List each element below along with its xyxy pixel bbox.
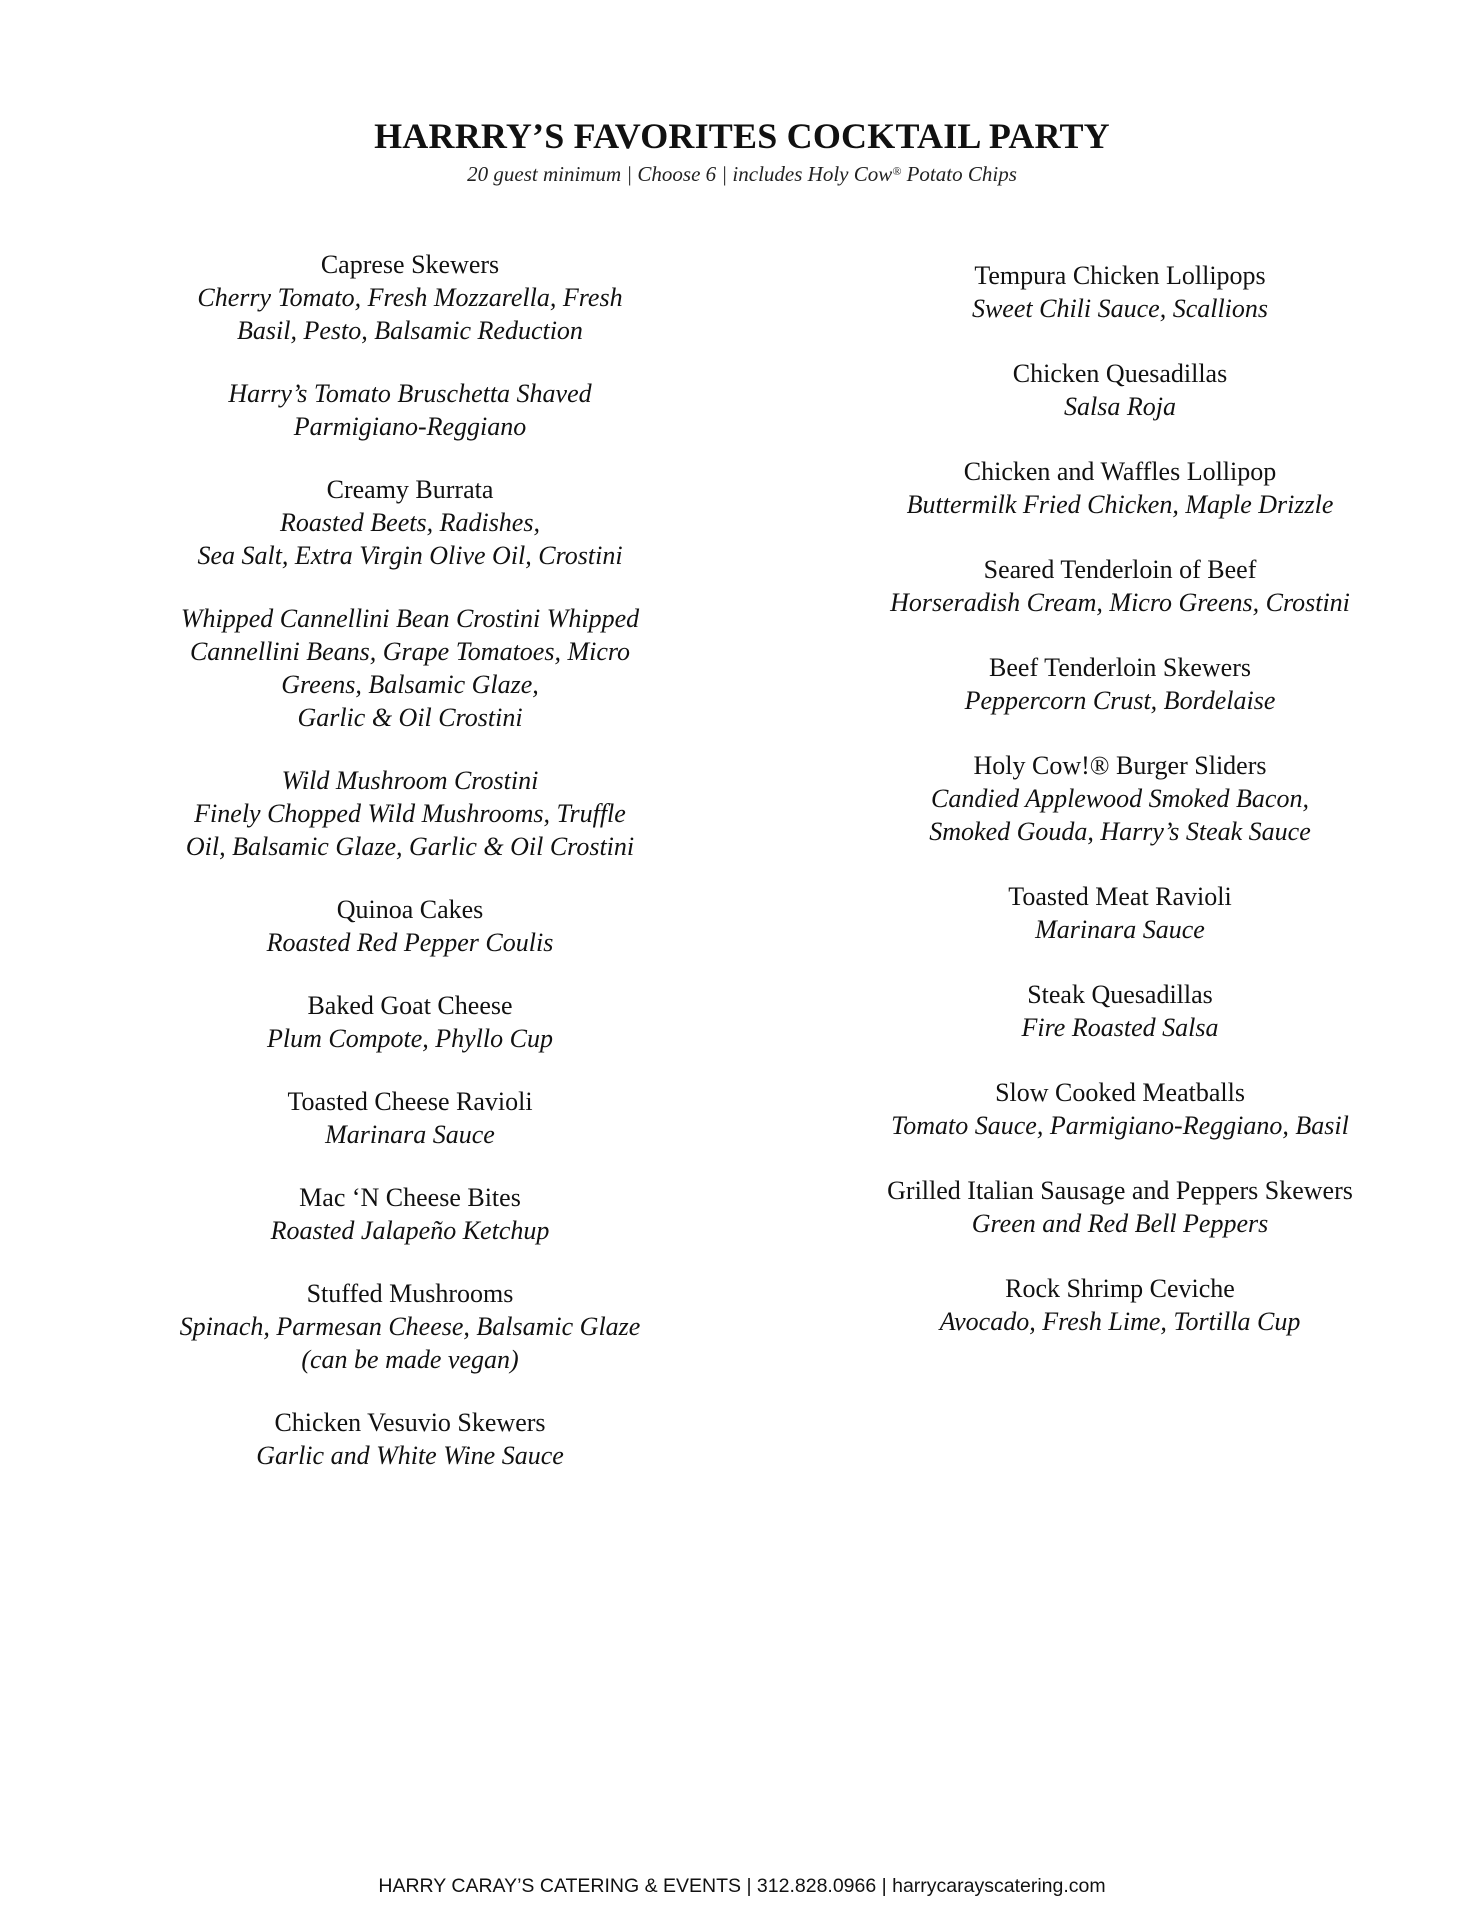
menu-item xyxy=(140,248,680,347)
page-footer: HARRY CARAY’S CATERING & EVENTS | 312.828.0966 | harrycarayscatering.com xyxy=(378,1875,1106,1897)
menu-item-name: Caprese Skewers xyxy=(320,250,500,279)
menu-item xyxy=(830,651,1410,717)
subtitle-text: 20 guest minimum | Choose 6 | includes Holy Cow xyxy=(467,162,893,186)
menu-item-name: Chicken Vesuvio Skewers xyxy=(274,1408,546,1437)
menu-item-name: Toasted Cheese Ravioli xyxy=(287,1087,533,1116)
subtitle-suffix: Potato Chips xyxy=(901,162,1017,186)
menu-item xyxy=(140,1085,680,1151)
menu-item-description: Salsa Roja xyxy=(1064,392,1176,421)
menu-item xyxy=(140,893,680,959)
menu-item-name: Holy Cow!® Burger Sliders xyxy=(973,751,1267,780)
menu-item xyxy=(140,1181,680,1247)
left-menu-column xyxy=(140,248,680,1502)
menu-item-name: Tempura Chicken Lollipops xyxy=(974,261,1266,290)
menu-item xyxy=(140,1277,680,1376)
menu-item-description: Roasted Jalapeño Ketchup xyxy=(270,1216,550,1245)
menu-item xyxy=(830,749,1410,848)
menu-item-name: Chicken Quesadillas xyxy=(1012,359,1228,388)
right-menu-column xyxy=(830,259,1410,1370)
page-title: HARRRY’S FAVORITES COCKTAIL PARTY xyxy=(374,116,1110,156)
menu-item-name: Baked Goat Cheese xyxy=(307,991,513,1020)
menu-item-description: Horseradish Cream, Micro Greens, Crostini xyxy=(890,588,1350,617)
menu-item-description: Avocado, Fresh Lime, Tortilla Cup xyxy=(939,1307,1301,1336)
menu-item-name: Quinoa Cakes xyxy=(336,895,484,924)
menu-item xyxy=(830,1272,1410,1338)
menu-item xyxy=(830,553,1410,619)
menu-item-description: Roasted Red Pepper Coulis xyxy=(266,928,554,957)
menu-item xyxy=(830,357,1410,423)
menu-item-description: Peppercorn Crust, Bordelaise xyxy=(964,686,1276,715)
menu-item xyxy=(140,377,680,443)
menu-item-description: Candied Applewood Smoked Bacon, Smoked Gouda, Harry’s Steak Sauce xyxy=(929,784,1311,846)
menu-item xyxy=(830,1174,1410,1240)
menu-header xyxy=(0,112,1484,188)
menu-item-description: Spinach, Parmesan Cheese, Balsamic Glaze (can be made vegan) xyxy=(179,1312,641,1374)
menu-item-description: Roasted Beets, Radishes, Sea Salt, Extra Virgin Olive Oil, Crostini xyxy=(197,508,623,570)
menu-item-description: Wild Mushroom Crostini Finely Chopped Wild Mushrooms, Truffle Oil, Balsamic Glaze, Garlic & Oil Crostini xyxy=(185,766,635,861)
menu-item-description: Whipped Cannellini Bean Crostini Whipped Cannellini Beans, Grape Tomatoes, Micro Greens, Balsamic Glaze, Garlic & Oil Crostini xyxy=(180,604,640,732)
menu-item-name: Grilled Italian Sausage and Peppers Skewers xyxy=(887,1176,1353,1205)
menu-item-name: Steak Quesadillas xyxy=(1027,980,1213,1009)
menu-item xyxy=(830,259,1410,325)
menu-item-description: Sweet Chili Sauce, Scallions xyxy=(971,294,1269,323)
menu-item-name: Toasted Meat Ravioli xyxy=(1008,882,1232,911)
menu-item-name: Slow Cooked Meatballs xyxy=(995,1078,1245,1107)
menu-item-name: Mac ‘N Cheese Bites xyxy=(299,1183,521,1212)
menu-item-description: Garlic and White Wine Sauce xyxy=(256,1441,564,1470)
menu-item xyxy=(830,455,1410,521)
menu-item-description: Buttermilk Fried Chicken, Maple Drizzle xyxy=(906,490,1334,519)
menu-item-name: Seared Tenderloin of Beef xyxy=(983,555,1257,584)
menu-item xyxy=(140,1406,680,1472)
menu-item-name: Chicken and Waffles Lollipop xyxy=(963,457,1277,486)
menu-item-name: Stuffed Mushrooms xyxy=(306,1279,514,1308)
menu-item xyxy=(140,473,680,572)
menu-item-description: Marinara Sauce xyxy=(1035,915,1205,944)
menu-item xyxy=(140,602,680,734)
menu-item-description: Marinara Sauce xyxy=(325,1120,495,1149)
menu-item xyxy=(830,880,1410,946)
menu-item-name: Creamy Burrata xyxy=(326,475,494,504)
menu-item-description: Fire Roasted Salsa xyxy=(1021,1013,1219,1042)
menu-item-description: Tomato Sauce, Parmigiano-Reggiano, Basil xyxy=(891,1111,1349,1140)
menu-item xyxy=(830,1076,1410,1142)
menu-item-name: Beef Tenderloin Skewers xyxy=(989,653,1251,682)
menu-item-description: Harry’s Tomato Bruschetta Shaved Parmigiano-Reggiano xyxy=(228,379,592,441)
menu-item xyxy=(140,764,680,863)
page-subtitle xyxy=(0,160,1484,188)
menu-item-description: Cherry Tomato, Fresh Mozzarella, Fresh Basil, Pesto, Balsamic Reduction xyxy=(197,283,623,345)
menu-item-description: Plum Compote, Phyllo Cup xyxy=(267,1024,553,1053)
menu-item-description: Green and Red Bell Peppers xyxy=(971,1209,1269,1238)
menu-item-name: Rock Shrimp Ceviche xyxy=(1005,1274,1235,1303)
menu-item xyxy=(830,978,1410,1044)
registered-mark: ® xyxy=(892,164,902,178)
menu-item xyxy=(140,989,680,1055)
